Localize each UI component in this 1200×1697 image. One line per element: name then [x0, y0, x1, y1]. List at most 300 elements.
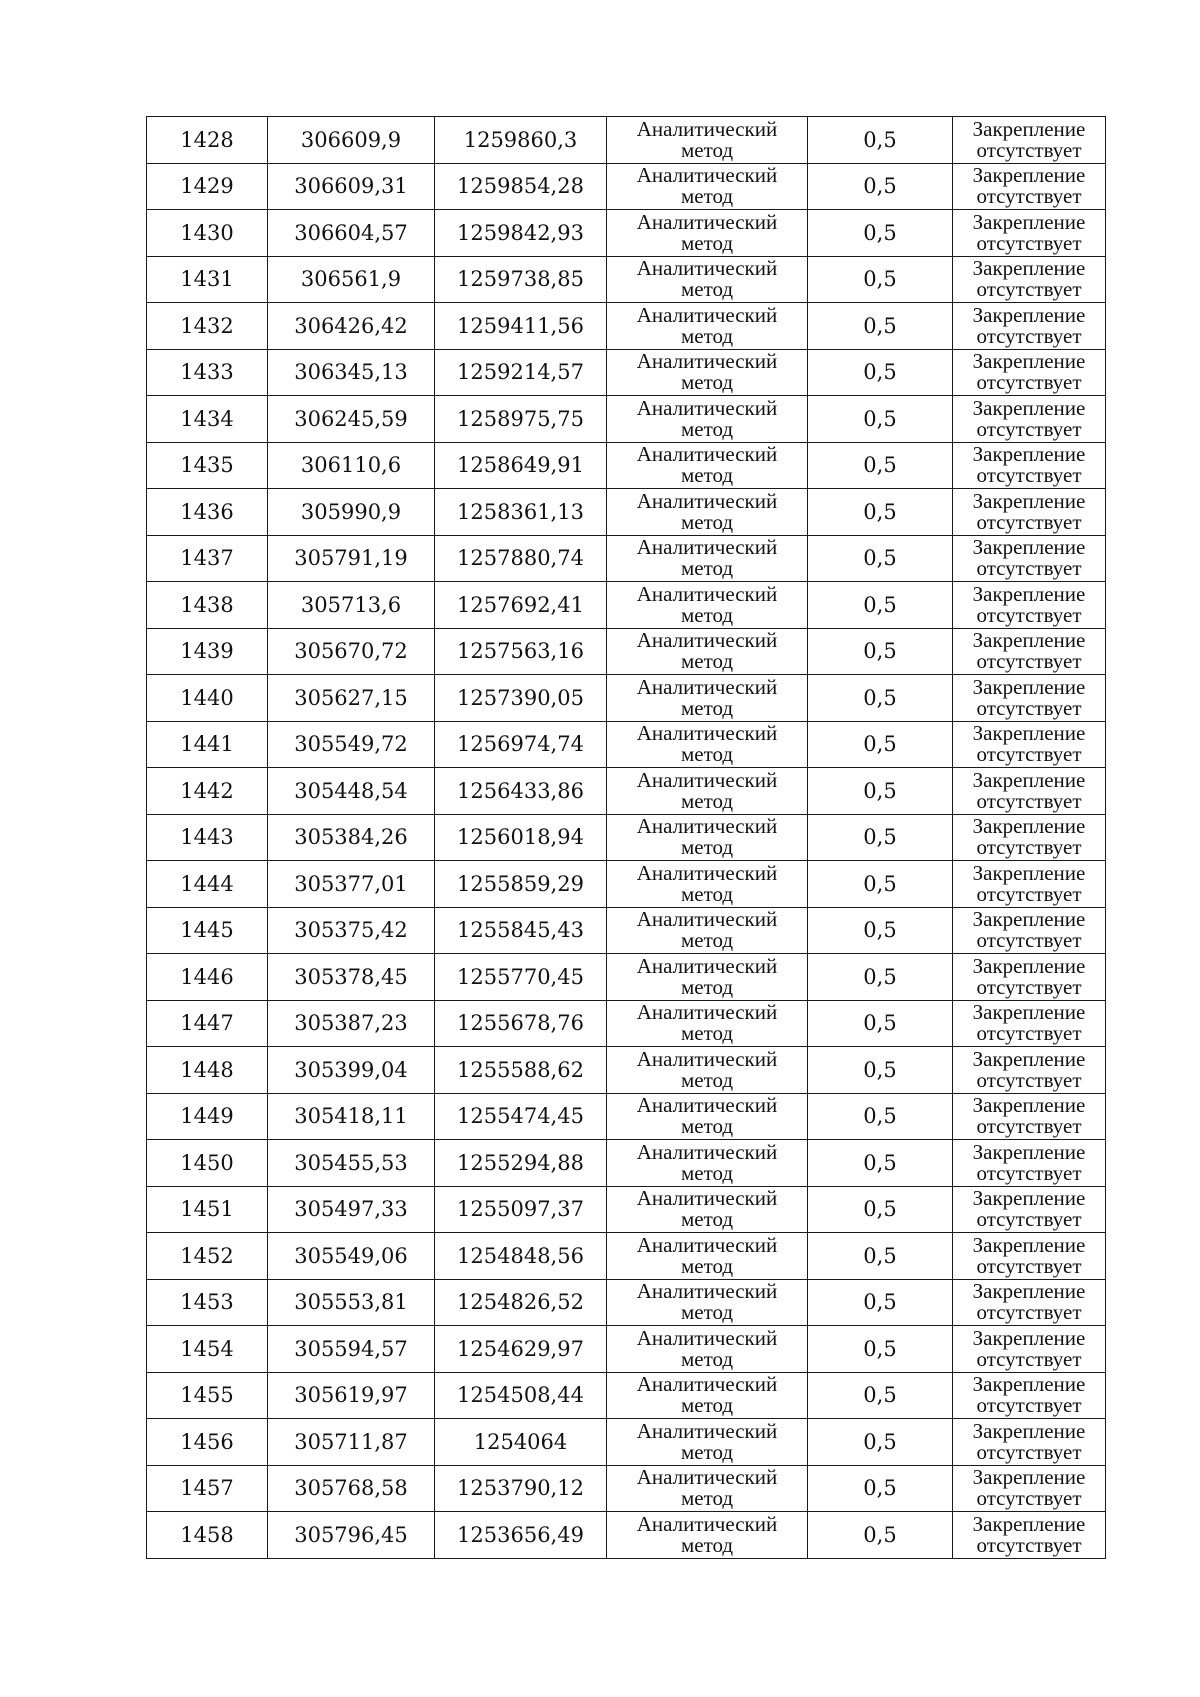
table-body [147, 117, 1106, 1559]
method-line-1: Аналитический [636, 628, 778, 653]
table-row [147, 442, 1106, 489]
point-number-cell: 1446 [147, 954, 268, 1001]
fixation-cell [953, 303, 1106, 350]
x-coordinate-cell: 306609,31 [268, 163, 435, 210]
fixation-line-1: Закрепление [972, 953, 1086, 978]
accuracy-cell: 0,5 [808, 349, 953, 396]
fixation-line-2: отсутствует [976, 788, 1082, 813]
method-cell [607, 442, 808, 489]
fixation-line-1: Закрепление [972, 1465, 1086, 1490]
method-cell [607, 1372, 808, 1419]
method-cell [607, 1047, 808, 1094]
fixation-line-1: Закрепление [972, 349, 1086, 374]
method-line-1: Аналитический [636, 674, 778, 699]
point-number-cell: 1455 [147, 1372, 268, 1419]
accuracy-cell: 0,5 [808, 628, 953, 675]
x-coordinate-cell: 305594,57 [268, 1326, 435, 1373]
y-coordinate-cell: 1255474,45 [435, 1093, 607, 1140]
method-line-2: метод [680, 1021, 734, 1046]
accuracy-cell: 0,5 [808, 117, 953, 164]
table-row [147, 256, 1106, 303]
table-row [147, 349, 1106, 396]
method-cell [607, 675, 808, 722]
method-cell [607, 721, 808, 768]
accuracy-cell: 0,5 [808, 814, 953, 861]
method-line-2: метод [680, 1486, 734, 1511]
method-line-2: метод [680, 323, 734, 348]
method-cell [607, 396, 808, 443]
table-row [147, 535, 1106, 582]
x-coordinate-cell: 305418,11 [268, 1093, 435, 1140]
method-cell [607, 535, 808, 582]
method-cell [607, 1512, 808, 1559]
fixation-cell [953, 954, 1106, 1001]
x-coordinate-cell: 305553,81 [268, 1279, 435, 1326]
fixation-cell [953, 1186, 1106, 1233]
x-coordinate-cell: 306561,9 [268, 256, 435, 303]
method-line-2: метод [680, 1532, 734, 1557]
table-row [147, 954, 1106, 1001]
accuracy-cell: 0,5 [808, 768, 953, 815]
fixation-line-2: отсутствует [976, 1300, 1082, 1325]
fixation-cell [953, 1465, 1106, 1512]
method-line-2: метод [680, 1253, 734, 1278]
point-number-cell: 1431 [147, 256, 268, 303]
accuracy-cell: 0,5 [808, 861, 953, 908]
fixation-line-2: отсутствует [976, 1160, 1082, 1185]
method-line-2: метод [680, 649, 734, 674]
point-number-cell: 1450 [147, 1140, 268, 1187]
point-number-cell: 1428 [147, 117, 268, 164]
y-coordinate-cell: 1259411,56 [435, 303, 607, 350]
accuracy-cell: 0,5 [808, 1419, 953, 1466]
method-cell [607, 117, 808, 164]
fixation-cell [953, 1372, 1106, 1419]
table-row [147, 582, 1106, 629]
y-coordinate-cell: 1253790,12 [435, 1465, 607, 1512]
method-line-2: метод [680, 137, 734, 162]
y-coordinate-cell: 1259738,85 [435, 256, 607, 303]
method-cell [607, 861, 808, 908]
x-coordinate-cell: 305670,72 [268, 628, 435, 675]
point-number-cell: 1452 [147, 1233, 268, 1280]
accuracy-cell: 0,5 [808, 1372, 953, 1419]
method-line-1: Аналитический [636, 116, 778, 141]
method-line-1: Аналитический [636, 1046, 778, 1071]
fixation-line-2: отсутствует [976, 463, 1082, 488]
point-number-cell: 1449 [147, 1093, 268, 1140]
fixation-line-1: Закрепление [972, 1046, 1086, 1071]
method-cell [607, 954, 808, 1001]
x-coordinate-cell: 306609,9 [268, 117, 435, 164]
y-coordinate-cell: 1259214,57 [435, 349, 607, 396]
table-row [147, 861, 1106, 908]
table-row [147, 721, 1106, 768]
fixation-cell [953, 163, 1106, 210]
y-coordinate-cell: 1258361,13 [435, 489, 607, 536]
fixation-line-2: отсутствует [976, 556, 1082, 581]
y-coordinate-cell: 1256433,86 [435, 768, 607, 815]
table-row [147, 1233, 1106, 1280]
table-row [147, 1372, 1106, 1419]
fixation-line-1: Закрепление [972, 116, 1086, 141]
method-line-1: Аналитический [636, 814, 778, 839]
fixation-line-2: отсутствует [976, 370, 1082, 395]
fixation-line-1: Закрепление [972, 1000, 1086, 1025]
method-cell [607, 814, 808, 861]
table-row [147, 1047, 1106, 1094]
fixation-line-1: Закрепление [972, 256, 1086, 281]
point-number-cell: 1445 [147, 907, 268, 954]
y-coordinate-cell: 1255770,45 [435, 954, 607, 1001]
fixation-line-2: отсутствует [976, 1114, 1082, 1139]
accuracy-cell: 0,5 [808, 1279, 953, 1326]
accuracy-cell: 0,5 [808, 1512, 953, 1559]
x-coordinate-cell: 306426,42 [268, 303, 435, 350]
point-number-cell: 1430 [147, 210, 268, 257]
fixation-line-1: Закрепление [972, 628, 1086, 653]
method-line-2: метод [680, 742, 734, 767]
fixation-line-1: Закрепление [972, 535, 1086, 560]
fixation-cell [953, 256, 1106, 303]
fixation-line-1: Закрепление [972, 1511, 1086, 1536]
table-row [147, 489, 1106, 536]
fixation-line-2: отсутствует [976, 323, 1082, 348]
fixation-cell [953, 1419, 1106, 1466]
fixation-cell [953, 721, 1106, 768]
fixation-line-1: Закрепление [972, 209, 1086, 234]
method-line-1: Аналитический [636, 209, 778, 234]
fixation-cell [953, 1000, 1106, 1047]
fixation-line-2: отсутствует [976, 137, 1082, 162]
fixation-line-2: отсутствует [976, 742, 1082, 767]
table-row [147, 675, 1106, 722]
fixation-line-2: отсутствует [976, 1532, 1082, 1557]
fixation-cell [953, 861, 1106, 908]
fixation-line-2: отсутствует [976, 928, 1082, 953]
point-number-cell: 1447 [147, 1000, 268, 1047]
method-cell [607, 1419, 808, 1466]
y-coordinate-cell: 1255294,88 [435, 1140, 607, 1187]
method-line-2: метод [680, 1346, 734, 1371]
fixation-line-2: отсутствует [976, 1253, 1082, 1278]
fixation-line-2: отсутствует [976, 649, 1082, 674]
accuracy-cell: 0,5 [808, 256, 953, 303]
method-cell [607, 1326, 808, 1373]
y-coordinate-cell: 1255588,62 [435, 1047, 607, 1094]
method-line-1: Аналитический [636, 767, 778, 792]
fixation-cell [953, 582, 1106, 629]
fixation-line-2: отсутствует [976, 695, 1082, 720]
accuracy-cell: 0,5 [808, 1140, 953, 1187]
method-line-1: Аналитический [636, 907, 778, 932]
fixation-line-1: Закрепление [972, 1325, 1086, 1350]
x-coordinate-cell: 305549,72 [268, 721, 435, 768]
method-line-2: метод [680, 277, 734, 302]
method-line-1: Аналитический [636, 302, 778, 327]
table-row [147, 303, 1106, 350]
accuracy-cell: 0,5 [808, 1047, 953, 1094]
method-line-1: Аналитический [636, 1186, 778, 1211]
fixation-cell [953, 442, 1106, 489]
x-coordinate-cell: 305796,45 [268, 1512, 435, 1559]
method-line-2: метод [680, 788, 734, 813]
fixation-line-1: Закрепление [972, 721, 1086, 746]
method-line-1: Аналитический [636, 349, 778, 374]
fixation-line-2: отсутствует [976, 1207, 1082, 1232]
fixation-line-1: Закрепление [972, 674, 1086, 699]
method-line-1: Аналитический [636, 488, 778, 513]
method-line-2: метод [680, 1393, 734, 1418]
x-coordinate-cell: 305768,58 [268, 1465, 435, 1512]
y-coordinate-cell: 1254629,97 [435, 1326, 607, 1373]
accuracy-cell: 0,5 [808, 210, 953, 257]
y-coordinate-cell: 1255097,37 [435, 1186, 607, 1233]
y-coordinate-cell: 1257563,16 [435, 628, 607, 675]
point-number-cell: 1444 [147, 861, 268, 908]
method-line-2: метод [680, 695, 734, 720]
fixation-line-2: отсутствует [976, 1439, 1082, 1464]
method-line-1: Аналитический [636, 535, 778, 560]
fixation-line-1: Закрепление [972, 302, 1086, 327]
accuracy-cell: 0,5 [808, 1093, 953, 1140]
method-line-1: Аналитический [636, 442, 778, 467]
point-number-cell: 1433 [147, 349, 268, 396]
accuracy-cell: 0,5 [808, 721, 953, 768]
fixation-line-2: отсутствует [976, 509, 1082, 534]
fixation-cell [953, 117, 1106, 164]
x-coordinate-cell: 305378,45 [268, 954, 435, 1001]
fixation-cell [953, 1512, 1106, 1559]
x-coordinate-cell: 305791,19 [268, 535, 435, 582]
fixation-line-1: Закрепление [972, 488, 1086, 513]
method-line-2: метод [680, 602, 734, 627]
method-line-2: метод [680, 509, 734, 534]
fixation-line-1: Закрепление [972, 581, 1086, 606]
method-line-2: метод [680, 1300, 734, 1325]
fixation-cell [953, 814, 1106, 861]
y-coordinate-cell: 1255678,76 [435, 1000, 607, 1047]
accuracy-cell: 0,5 [808, 907, 953, 954]
x-coordinate-cell: 305619,97 [268, 1372, 435, 1419]
point-number-cell: 1429 [147, 163, 268, 210]
fixation-cell [953, 535, 1106, 582]
table-row [147, 1512, 1106, 1559]
method-line-1: Аналитический [636, 395, 778, 420]
point-number-cell: 1440 [147, 675, 268, 722]
method-cell [607, 1093, 808, 1140]
method-line-1: Аналитический [636, 1139, 778, 1164]
x-coordinate-cell: 306345,13 [268, 349, 435, 396]
fixation-line-1: Закрепление [972, 395, 1086, 420]
method-line-2: метод [680, 835, 734, 860]
x-coordinate-cell: 306604,57 [268, 210, 435, 257]
x-coordinate-cell: 305377,01 [268, 861, 435, 908]
point-number-cell: 1441 [147, 721, 268, 768]
method-line-1: Аналитический [636, 256, 778, 281]
method-line-1: Аналитический [636, 1511, 778, 1536]
accuracy-cell: 0,5 [808, 1465, 953, 1512]
point-number-cell: 1442 [147, 768, 268, 815]
y-coordinate-cell: 1256974,74 [435, 721, 607, 768]
accuracy-cell: 0,5 [808, 396, 953, 443]
fixation-line-2: отсутствует [976, 1067, 1082, 1092]
fixation-line-2: отсутствует [976, 881, 1082, 906]
method-cell [607, 628, 808, 675]
fixation-cell [953, 1326, 1106, 1373]
point-number-cell: 1434 [147, 396, 268, 443]
fixation-cell [953, 907, 1106, 954]
fixation-line-1: Закрепление [972, 814, 1086, 839]
accuracy-cell: 0,5 [808, 1233, 953, 1280]
method-line-2: метод [680, 974, 734, 999]
method-line-2: метод [680, 928, 734, 953]
table-row [147, 396, 1106, 443]
fixation-line-1: Закрепление [972, 767, 1086, 792]
method-line-1: Аналитический [636, 1418, 778, 1443]
method-line-1: Аналитический [636, 1232, 778, 1257]
method-line-1: Аналитический [636, 721, 778, 746]
fixation-line-2: отсутствует [976, 1486, 1082, 1511]
fixation-cell [953, 489, 1106, 536]
method-line-1: Аналитический [636, 581, 778, 606]
method-cell [607, 582, 808, 629]
fixation-line-1: Закрепление [972, 1418, 1086, 1443]
method-line-1: Аналитический [636, 1093, 778, 1118]
x-coordinate-cell: 305990,9 [268, 489, 435, 536]
x-coordinate-cell: 305713,6 [268, 582, 435, 629]
y-coordinate-cell: 1257692,41 [435, 582, 607, 629]
x-coordinate-cell: 305384,26 [268, 814, 435, 861]
method-cell [607, 303, 808, 350]
accuracy-cell: 0,5 [808, 675, 953, 722]
fixation-line-1: Закрепление [972, 442, 1086, 467]
fixation-cell [953, 675, 1106, 722]
x-coordinate-cell: 305455,53 [268, 1140, 435, 1187]
method-cell [607, 349, 808, 396]
y-coordinate-cell: 1254064 [435, 1419, 607, 1466]
method-line-2: метод [680, 184, 734, 209]
method-cell [607, 489, 808, 536]
table-row [147, 1140, 1106, 1187]
method-cell [607, 1279, 808, 1326]
method-line-2: метод [680, 1160, 734, 1185]
x-coordinate-cell: 305549,06 [268, 1233, 435, 1280]
table-row [147, 907, 1106, 954]
point-number-cell: 1451 [147, 1186, 268, 1233]
point-number-cell: 1432 [147, 303, 268, 350]
y-coordinate-cell: 1254826,52 [435, 1279, 607, 1326]
fixation-line-2: отсутствует [976, 184, 1082, 209]
accuracy-cell: 0,5 [808, 535, 953, 582]
fixation-line-2: отсутствует [976, 1346, 1082, 1371]
y-coordinate-cell: 1258975,75 [435, 396, 607, 443]
x-coordinate-cell: 305448,54 [268, 768, 435, 815]
point-number-cell: 1454 [147, 1326, 268, 1373]
y-coordinate-cell: 1257880,74 [435, 535, 607, 582]
table-row [147, 1326, 1106, 1373]
fixation-cell [953, 1233, 1106, 1280]
method-cell [607, 163, 808, 210]
fixation-line-1: Закрепление [972, 1232, 1086, 1257]
method-cell [607, 1465, 808, 1512]
accuracy-cell: 0,5 [808, 954, 953, 1001]
x-coordinate-cell: 305387,23 [268, 1000, 435, 1047]
method-line-1: Аналитический [636, 1000, 778, 1025]
fixation-line-2: отсутствует [976, 277, 1082, 302]
fixation-line-1: Закрепление [972, 1093, 1086, 1118]
x-coordinate-cell: 305399,04 [268, 1047, 435, 1094]
fixation-cell [953, 1093, 1106, 1140]
point-number-cell: 1456 [147, 1419, 268, 1466]
method-line-2: метод [680, 463, 734, 488]
point-number-cell: 1457 [147, 1465, 268, 1512]
method-line-1: Аналитический [636, 1279, 778, 1304]
fixation-line-2: отсутствует [976, 602, 1082, 627]
accuracy-cell: 0,5 [808, 489, 953, 536]
y-coordinate-cell: 1259842,93 [435, 210, 607, 257]
fixation-line-1: Закрепление [972, 1139, 1086, 1164]
fixation-line-1: Закрепление [972, 907, 1086, 932]
accuracy-cell: 0,5 [808, 303, 953, 350]
fixation-line-1: Закрепление [972, 1372, 1086, 1397]
fixation-line-1: Закрепление [972, 163, 1086, 188]
method-line-2: метод [680, 370, 734, 395]
fixation-line-1: Закрепление [972, 860, 1086, 885]
y-coordinate-cell: 1259860,3 [435, 117, 607, 164]
fixation-cell [953, 1279, 1106, 1326]
fixation-line-1: Закрепление [972, 1279, 1086, 1304]
y-coordinate-cell: 1255845,43 [435, 907, 607, 954]
method-cell [607, 1000, 808, 1047]
point-number-cell: 1438 [147, 582, 268, 629]
table-row [147, 1465, 1106, 1512]
table-row [147, 1419, 1106, 1466]
point-number-cell: 1453 [147, 1279, 268, 1326]
y-coordinate-cell: 1254508,44 [435, 1372, 607, 1419]
point-number-cell: 1458 [147, 1512, 268, 1559]
table-row [147, 1000, 1106, 1047]
y-coordinate-cell: 1255859,29 [435, 861, 607, 908]
table-row [147, 1186, 1106, 1233]
fixation-cell [953, 628, 1106, 675]
method-line-2: метод [680, 1207, 734, 1232]
x-coordinate-cell: 305627,15 [268, 675, 435, 722]
fixation-cell [953, 210, 1106, 257]
fixation-cell [953, 396, 1106, 443]
table-row [147, 768, 1106, 815]
x-coordinate-cell: 306110,6 [268, 442, 435, 489]
y-coordinate-cell: 1256018,94 [435, 814, 607, 861]
x-coordinate-cell: 306245,59 [268, 396, 435, 443]
x-coordinate-cell: 305711,87 [268, 1419, 435, 1466]
accuracy-cell: 0,5 [808, 1186, 953, 1233]
method-line-1: Аналитический [636, 1465, 778, 1490]
method-cell [607, 210, 808, 257]
method-line-2: метод [680, 230, 734, 255]
fixation-line-2: отсутствует [976, 416, 1082, 441]
fixation-line-2: отсутствует [976, 835, 1082, 860]
coordinates-table [146, 116, 1106, 1559]
x-coordinate-cell: 305375,42 [268, 907, 435, 954]
point-number-cell: 1435 [147, 442, 268, 489]
accuracy-cell: 0,5 [808, 442, 953, 489]
method-line-1: Аналитический [636, 1372, 778, 1397]
method-cell [607, 1140, 808, 1187]
fixation-line-2: отсутствует [976, 1393, 1082, 1418]
method-line-1: Аналитический [636, 163, 778, 188]
table-row [147, 1093, 1106, 1140]
